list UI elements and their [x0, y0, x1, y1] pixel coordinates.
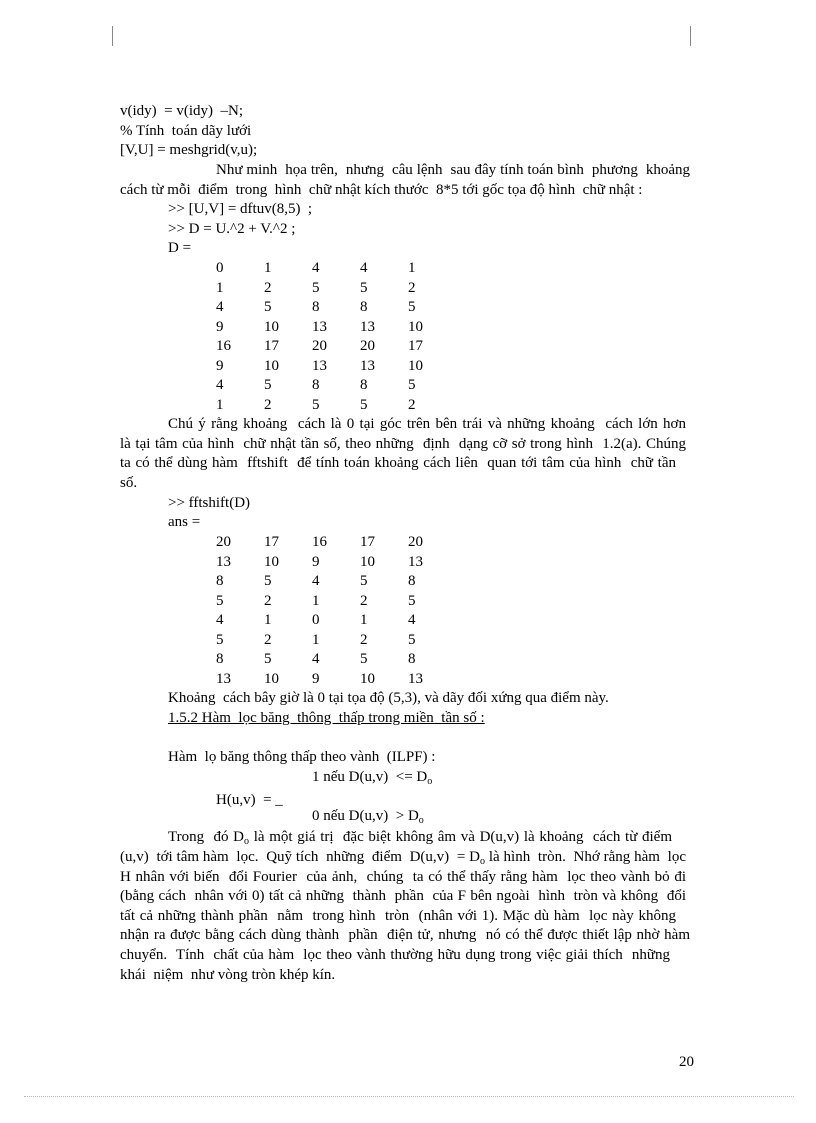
- matrix-cell: 1: [216, 396, 224, 413]
- formula-lhs: H(u,v) = _: [216, 792, 283, 808]
- matrix-cell: 5: [216, 592, 224, 609]
- code-line: [V,U] = meshgrid(v,u);: [120, 142, 258, 158]
- command-line: ans =: [168, 514, 201, 530]
- matrix-cell: 10: [408, 357, 423, 374]
- matrix-cell: 9: [216, 318, 224, 335]
- matrix-cell: 8: [216, 651, 224, 667]
- subscript-o: o: [427, 776, 433, 787]
- matrix-cell: 17: [264, 534, 279, 550]
- matrix-cell: 8: [408, 573, 416, 589]
- matrix-cell: 8: [312, 377, 320, 393]
- matrix-cell: 1: [312, 631, 320, 648]
- matrix-cell: 5: [360, 651, 368, 667]
- matrix-cell: 0: [216, 260, 224, 276]
- matrix-cell: 17: [408, 338, 423, 354]
- paragraph-line: chuyển. Tính chất của hàm lọc theo vành thường hữu dụng trong việc giải thích những: [120, 947, 670, 963]
- matrix-cell: 13: [216, 670, 231, 687]
- matrix-cell: 10: [264, 357, 279, 374]
- ilpf-intro: Hàm lọ băng thông thấp theo vành (ILPF) :: [168, 749, 436, 765]
- matrix-cell: 5: [264, 377, 272, 393]
- matrix-cell: 4: [312, 260, 320, 276]
- matrix-cell: 13: [216, 553, 231, 570]
- paragraph-line: (bằng cách nhân với 0) tất cả những thành phần của F bên ngoài hình tròn và không đổi: [120, 888, 686, 904]
- section-heading: 1.5.2 Hàm lọc băng thông thấp trong miền tần số :: [168, 710, 485, 726]
- matrix-cell: 5: [312, 396, 320, 413]
- matrix-cell: 8: [360, 299, 368, 315]
- matrix-cell: 4: [408, 612, 416, 628]
- command-line: D =: [168, 240, 192, 256]
- matrix-cell: 17: [264, 338, 279, 354]
- paragraph-line: Như minh họa trên, nhưng câu lệnh sau đây tính toán bình phương khoảng: [216, 162, 690, 178]
- matrix-cell: 20: [312, 338, 327, 354]
- matrix-cell: 5: [264, 651, 272, 667]
- matrix-cell: 10: [360, 553, 375, 570]
- matrix-cell: 5: [360, 396, 368, 413]
- matrix-cell: 8: [408, 651, 416, 667]
- matrix-cell: 2: [360, 631, 368, 648]
- matrix-cell: 5: [408, 631, 416, 648]
- matrix-cell: 9: [216, 357, 224, 374]
- matrix-cell: 10: [264, 553, 279, 570]
- command-line: >> D = U.^2 + V.^2 ;: [168, 221, 296, 237]
- paragraph-line: [120, 848, 686, 868]
- paragraph-text: là hình tròn. Nhớ rằng hàm lọc: [485, 849, 686, 865]
- matrix-cell: 13: [408, 553, 423, 570]
- matrix-cell: 4: [216, 377, 224, 393]
- paragraph-line: cách từ mỗi điểm trong hình chữ nhật kích thước 8*5 tới gốc tọa độ hình chữ nhật :: [120, 182, 643, 198]
- matrix-cell: 13: [360, 357, 375, 374]
- paragraph-text: (u,v) tới tâm hàm lọc. Quỹ tích những điểm D(u,v) = D: [120, 849, 481, 865]
- matrix-cell: 5: [408, 299, 416, 315]
- matrix-cell: 4: [312, 651, 320, 667]
- matrix-cell: 2: [264, 631, 272, 648]
- matrix-cell: 8: [216, 573, 224, 589]
- matrix-cell: 20: [408, 534, 423, 550]
- matrix-cell: 4: [216, 299, 224, 315]
- matrix-cell: 4: [216, 612, 224, 628]
- matrix-cell: 4: [360, 260, 368, 276]
- matrix-cell: 13: [312, 318, 327, 335]
- subscript-o: o: [418, 815, 424, 826]
- matrix-cell: 1: [360, 612, 368, 628]
- matrix-cell: 2: [264, 279, 272, 296]
- matrix-cell: 2: [264, 396, 272, 413]
- matrix-cell: 16: [312, 534, 327, 550]
- matrix-cell: 2: [360, 592, 368, 609]
- matrix-cell: 5: [216, 631, 224, 648]
- paragraph-line: khái niệm như vòng tròn khép kín.: [120, 967, 336, 983]
- matrix-cell: 5: [312, 279, 320, 296]
- matrix-cell: 5: [408, 377, 416, 393]
- matrix-cell: 5: [408, 592, 416, 609]
- subscript-o: o: [480, 856, 486, 867]
- formula-case-2-text: 0 nếu D(u,v) > D: [312, 808, 419, 824]
- paragraph-line: là tại tâm của hình chữ nhật tần số, theo những định dạng cỡ sở trong hình 1.2(a). Chúng: [120, 436, 686, 452]
- matrix-cell: 16: [216, 338, 231, 354]
- matrix-cell: 5: [360, 573, 368, 589]
- matrix-cell: 5: [264, 573, 272, 589]
- matrix-cell: 8: [312, 299, 320, 315]
- matrix-cell: 5: [264, 299, 272, 315]
- matrix-cell: 13: [312, 357, 327, 374]
- formula-case-1: [312, 768, 432, 788]
- code-comment: % Tính toán dãy lưới: [120, 123, 252, 139]
- matrix-cell: 13: [360, 318, 375, 335]
- matrix-cell: 8: [360, 377, 368, 393]
- paragraph-line: ta có thể dùng hàm fftshift để tính toán khoảng cách liên quan tới tâm của hình chữ tần: [120, 455, 676, 471]
- code-line: v(idy) = v(idy) –N;: [120, 103, 244, 119]
- matrix-cell: 9: [312, 670, 320, 687]
- matrix-cell: 10: [360, 670, 375, 687]
- formula-case-1-text: 1 nếu D(u,v) <= D: [312, 769, 428, 785]
- matrix-cell: 2: [408, 279, 416, 296]
- matrix-cell: 2: [408, 396, 416, 413]
- matrix-cell: 1: [264, 612, 272, 628]
- matrix-cell: 20: [216, 534, 231, 550]
- matrix-cell: 17: [360, 534, 375, 550]
- matrix-cell: 2: [264, 592, 272, 609]
- command-line: >> [U,V] = dftuv(8,5) ;: [168, 201, 313, 217]
- paragraph-line: nhận ra được bằng cách dùng thành phần điện tử, nhưng nó có thể được thiết lập nhờ hàm: [120, 927, 690, 943]
- paragraph-line: [168, 828, 672, 848]
- crop-mark-top-left: [112, 26, 113, 46]
- paragraph-line: H nhân với biến đổi Fourier của ảnh, chúng ta có thể thấy rằng hàm lọc theo vành bỏ đi: [120, 869, 686, 885]
- matrix-cell: 20: [360, 338, 375, 354]
- command-line: >> fftshift(D): [168, 495, 251, 511]
- paragraph-text: là một giá trị đặc biệt không âm và D(u,v) là khoảng cách từ điểm: [249, 829, 672, 845]
- paragraph-text: Trong đó D: [168, 829, 245, 845]
- paragraph-line: số.: [120, 475, 138, 491]
- paragraph-line: tất cả những thành phần nằm trong hình tròn (nhân với 1). Mặc dù hàm lọc này không: [120, 908, 676, 924]
- formula-case-2: [312, 807, 424, 827]
- crop-mark-top-right: [690, 26, 691, 46]
- matrix-cell: 5: [360, 279, 368, 296]
- paragraph-line: Chú ý rằng khoảng cách là 0 tại góc trên bên trái và những khoảng cách lớn hơn: [168, 416, 686, 432]
- matrix-cell: 10: [264, 318, 279, 335]
- matrix-cell: 4: [312, 573, 320, 589]
- page-bottom-border: [24, 1096, 794, 1097]
- matrix-cell: 10: [264, 670, 279, 687]
- matrix-cell: 10: [408, 318, 423, 335]
- matrix-cell: 1: [216, 279, 224, 296]
- matrix-cell: 1: [264, 260, 272, 276]
- paragraph-line: Khoảng cách bây giờ là 0 tại tọa độ (5,3), và dãy đối xứng qua điểm này.: [168, 690, 609, 706]
- matrix-cell: 1: [408, 260, 416, 276]
- subscript-o: o: [244, 836, 250, 847]
- page-number: 20: [679, 1054, 694, 1070]
- matrix-cell: 9: [312, 553, 320, 570]
- matrix-cell: 13: [408, 670, 423, 687]
- matrix-cell: 0: [312, 612, 320, 628]
- matrix-cell: 1: [312, 592, 320, 609]
